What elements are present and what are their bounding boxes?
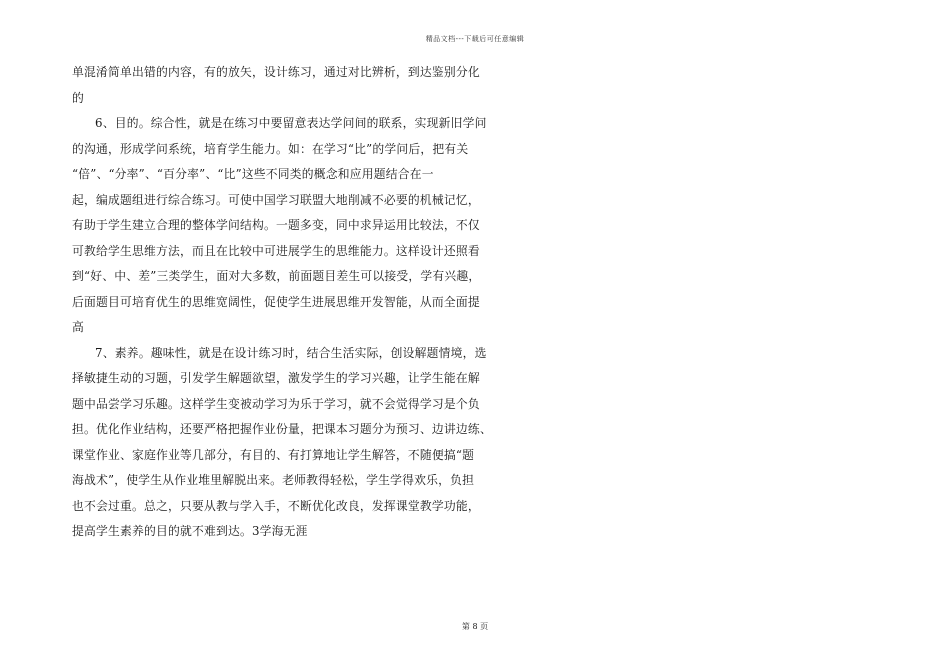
text-line: 课堂作业、家庭作业等几部分，有目的、有打算地让学生解答，不随便搞“题 — [72, 447, 475, 462]
paragraph-start-line: 7、素养。趣味性，就是在设计练习时，结合生活实际，创设解题情境，选 — [95, 345, 487, 360]
text-line: “倍”、“分率”、“百分率”、“比”这些不同类的概念和应用题结合在一 — [72, 167, 434, 181]
page-number: 第 8 页 — [461, 622, 489, 631]
text-line: 到“好、中、差”三类学生，面对大多数，前面题目差生可以接受，学有兴趣， — [72, 269, 481, 283]
text-line: 的 — [72, 90, 84, 105]
text-line: 的沟通，形成学问系统，培育学生能力。如：在学习“比”的学问后，把有关 — [72, 141, 469, 156]
text-line: 也不会过重。总之，只要从教与学入手，不断优化改良，发挥课堂教学功能， — [72, 498, 480, 513]
text-line: 题中品尝学习乐趣。这样学生变被动学习为乐于学习，就不会觉得学习是个负 — [72, 396, 480, 411]
text-line: 后面题目可培育优生的思维宽阔性，促使学生进展思维开发智能，从而全面提 — [72, 294, 480, 309]
text-line: 可教给学生思维方法，而且在比较中可进展学生的思维能力。这样设计还照看 — [72, 243, 480, 258]
text-line: 择敏捷生动的习题，引发学生解题欲望，激发学生的学习兴趣，让学生能在解 — [72, 371, 480, 385]
paragraph-start-line: 6、目的。综合性，就是在练习中要留意表达学问间的联系，实现新旧学问 — [95, 116, 487, 130]
text-line: 单混淆简单出错的内容，有的放矢，设计练习，通过对比辨析，到达鉴别分化 — [72, 65, 480, 79]
text-line: 担。优化作业结构，还要严格把握作业份量，把课本习题分为预习、边讲边练、 — [72, 422, 492, 436]
text-line: 提高学生素养的目的就不难到达。3学海无涯 — [72, 524, 308, 538]
text-line: 起，编成题组进行综合练习。可使中国学习联盟大地削减不必要的机械记忆， — [72, 192, 480, 207]
text-line: 海战术”，使学生从作业堆里解脱出来。老师教得轻松，学生学得欢乐，负担 — [72, 473, 475, 487]
page-header: 精品文档---下载后可任意编辑 — [425, 35, 525, 43]
text-line: 高 — [72, 320, 84, 334]
text-line: 有助于学生建立合理的整体学问结构。一题多变，同中求异运用比较法，不仅 — [72, 218, 480, 232]
document-body — [72, 60, 492, 545]
